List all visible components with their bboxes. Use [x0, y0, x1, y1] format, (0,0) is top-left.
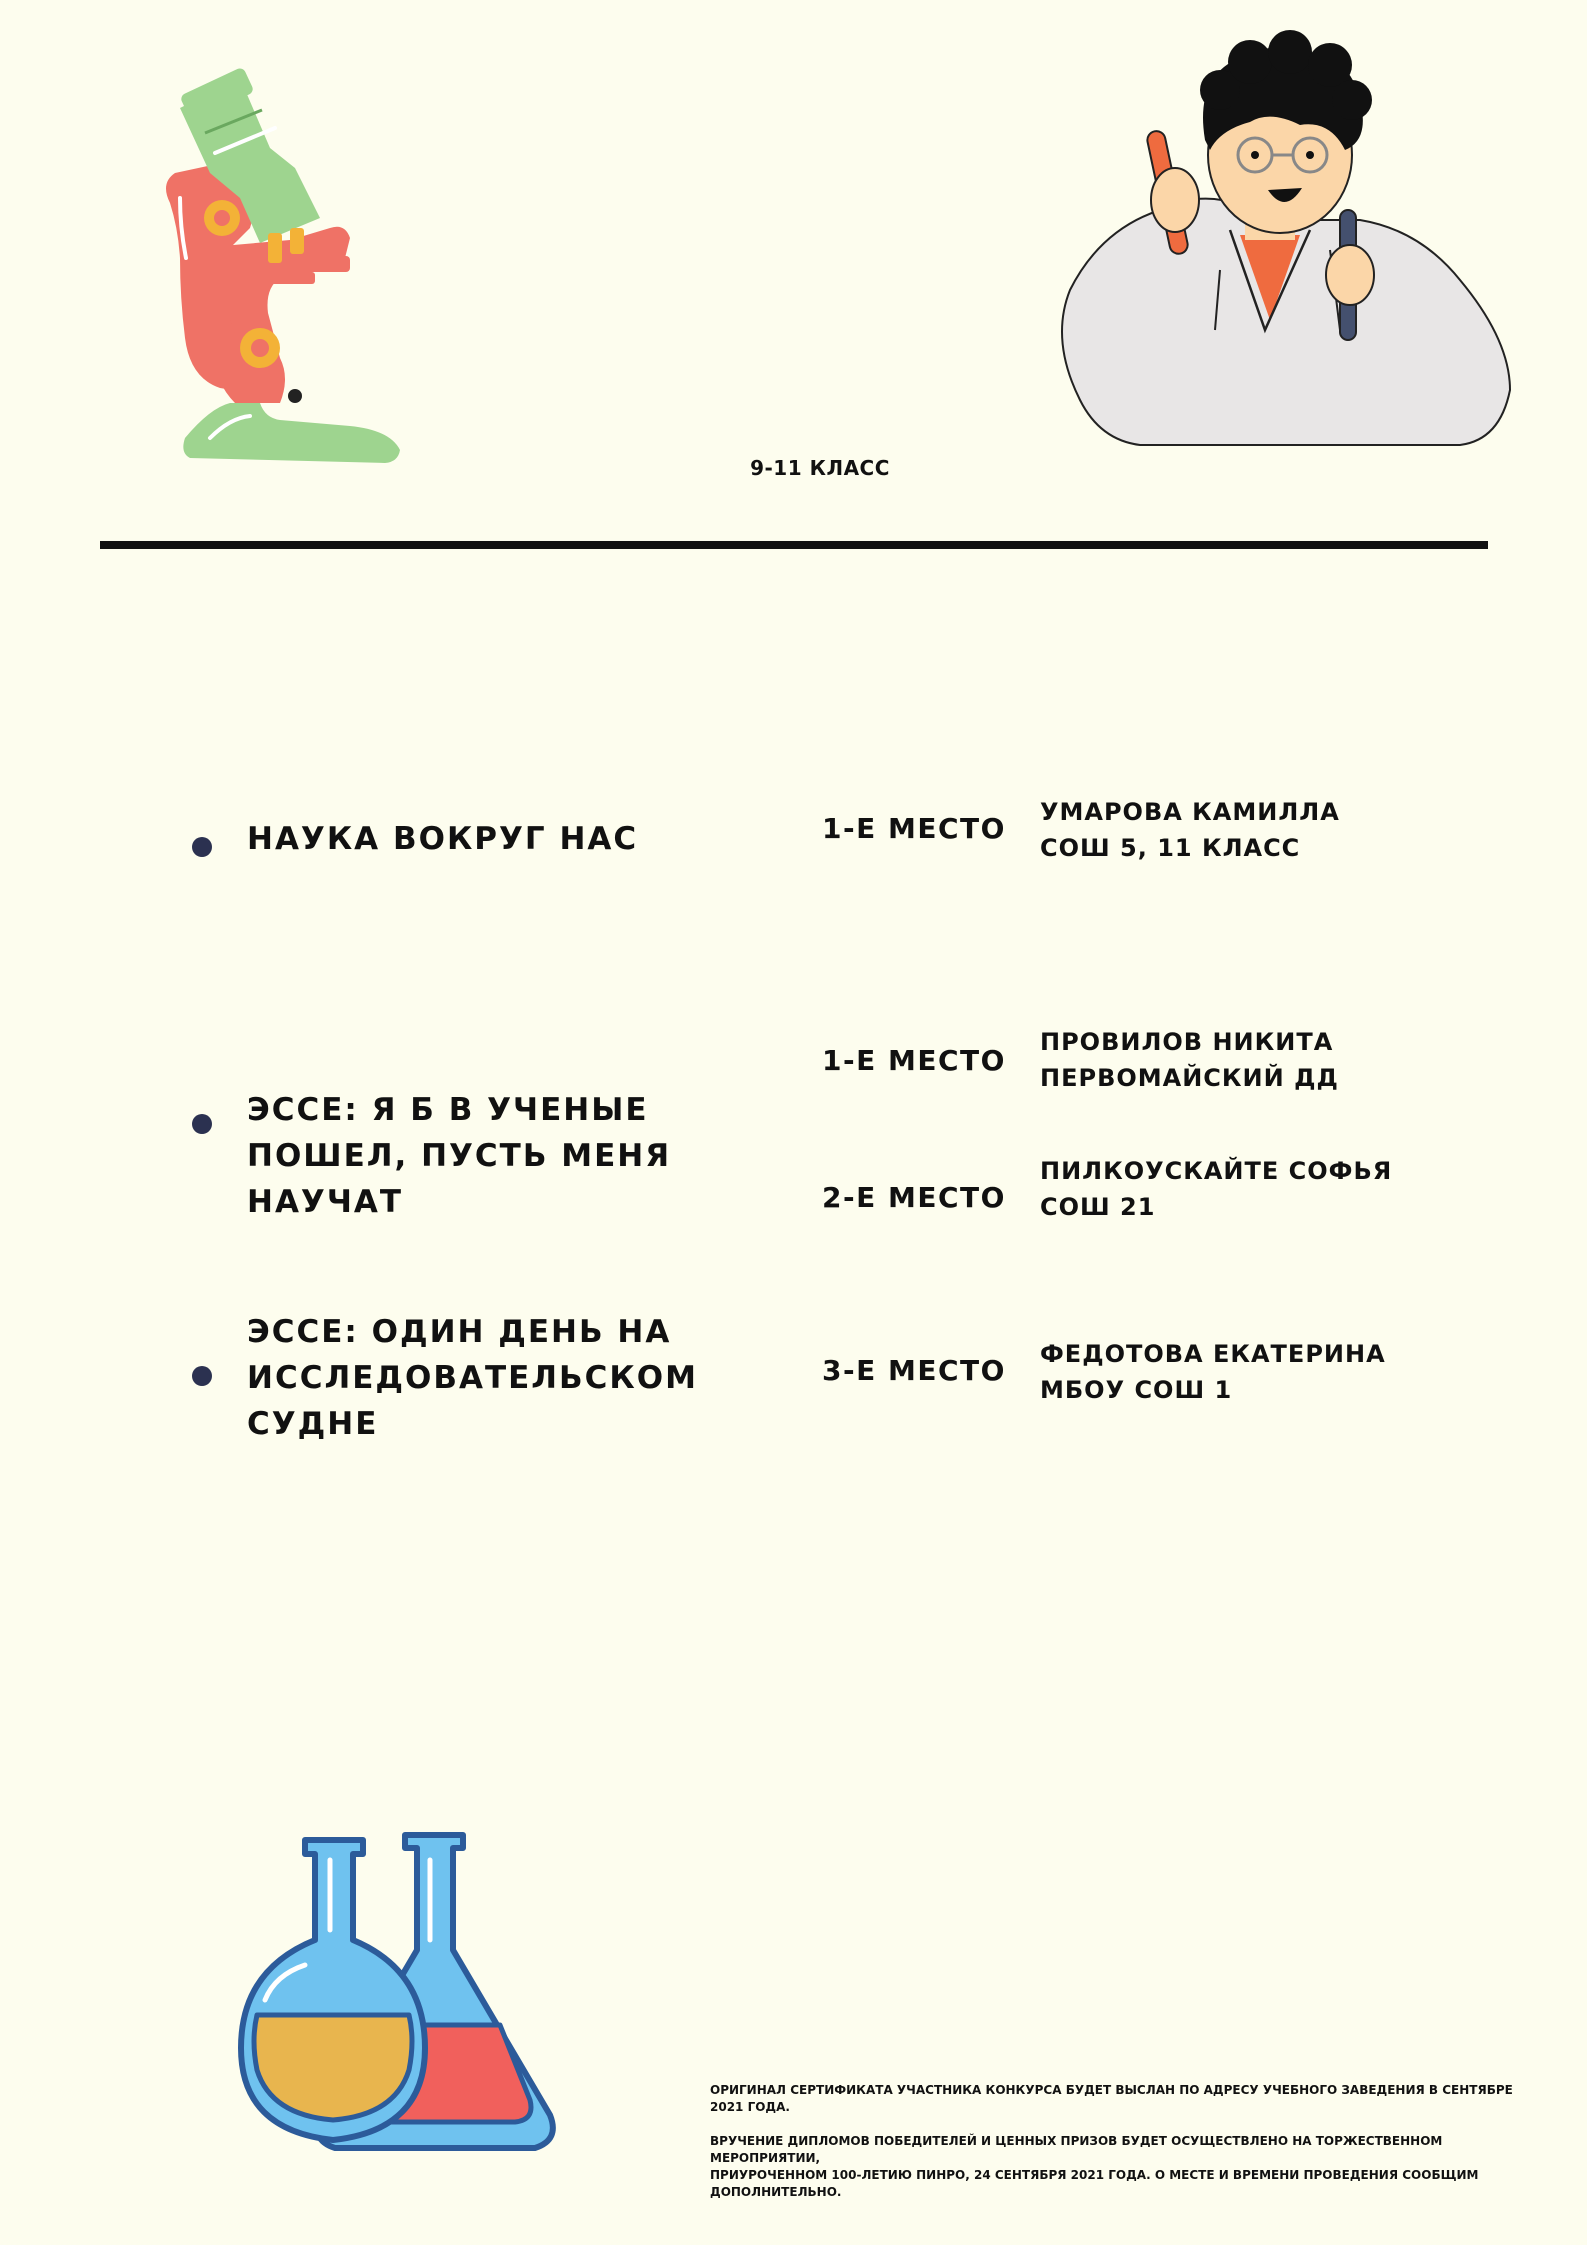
bullet-icon — [192, 1366, 212, 1386]
category-title: ЭССЕ: ОДИН ДЕНЬ НА ИССЛЕДОВАТЕЛЬСКОМ СУДНЕ — [247, 1314, 698, 1442]
grade-label: 9-11 КЛАСС — [750, 456, 890, 480]
footer-notes — [710, 2082, 1520, 2218]
winner-block — [1040, 794, 1340, 866]
flasks-illustration — [205, 1830, 685, 2160]
winner-name: ПИЛКОУСКАЙТЕ СОФЬЯ — [1040, 1157, 1393, 1185]
winner-name: ФЕДОТОВА ЕКАТЕРИНА — [1040, 1340, 1386, 1368]
microscope-illustration — [150, 58, 410, 466]
footer-note-awards-line2: ПРИУРОЧЕННОМ 100-ЛЕТИЮ ПИНРО, 24 СЕНТЯБРЯ 2021 ГОДА. О МЕСТЕ И ВРЕМЕНИ ПРОВЕДЕНИЯ СООБЩИМ ДОПОЛНИТЕЛЬНО. — [710, 2168, 1479, 2199]
winner-school: ПЕРВОМАЙСКИЙ ДД — [1040, 1064, 1339, 1092]
bullet-icon — [192, 837, 212, 857]
divider-line — [100, 541, 1488, 549]
scientist-illustration — [1040, 30, 1520, 450]
winner-name: УМАРОВА КАМИЛЛА — [1040, 798, 1340, 826]
winner-block — [1040, 1024, 1339, 1096]
winner-school: СОШ 21 — [1040, 1193, 1156, 1221]
category-title: НАУКА ВОКРУГ НАС — [247, 821, 639, 857]
winner-school: СОШ 5, 11 КЛАСС — [1040, 834, 1301, 862]
place-label: 1-Е МЕСТО — [822, 1044, 1006, 1077]
category-title: ЭССЕ: Я Б В УЧЕНЫЕ ПОШЕЛ, ПУСТЬ МЕНЯ НАУЧАТ — [247, 1092, 672, 1220]
footer-note-certificate: ОРИГИНАЛ СЕРТИФИКАТА УЧАСТНИКА КОНКУРСА БУДЕТ ВЫСЛАН ПО АДРЕСУ УЧЕБНОГО ЗАВЕДЕНИЯ В СЕНТЯБРЕ 2021 ГОДА. — [710, 2083, 1513, 2114]
footer-note-awards-line1: ВРУЧЕНИЕ ДИПЛОМОВ ПОБЕДИТЕЛЕЙ И ЦЕННЫХ ПРИЗОВ БУДЕТ ОСУЩЕСТВЛЕНО НА ТОРЖЕСТВЕННОМ МЕРОПРИЯТИИ, — [710, 2134, 1443, 2165]
bullet-icon — [192, 1114, 212, 1134]
winner-school: МБОУ СОШ 1 — [1040, 1376, 1233, 1404]
place-label: 1-Е МЕСТО — [822, 812, 1006, 845]
winner-block — [1040, 1153, 1392, 1225]
place-label: 3-Е МЕСТО — [822, 1354, 1006, 1387]
winner-name: ПРОВИЛОВ НИКИТА — [1040, 1028, 1334, 1056]
footer-note-awards — [710, 2133, 1520, 2201]
place-label: 2-Е МЕСТО — [822, 1181, 1006, 1214]
winner-block — [1040, 1336, 1386, 1408]
